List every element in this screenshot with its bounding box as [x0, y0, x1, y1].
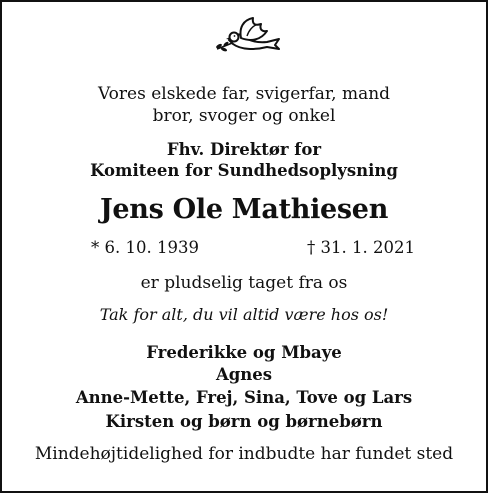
dates-row	[2, 238, 486, 260]
intro-line-1: Vores elskede far, svigerfar, mand	[97, 84, 391, 104]
memorial-note: Mindehøjtidelighed for indbudte har fundet sted	[34, 444, 454, 464]
intro-line-2: bror, svoger og onkel	[152, 106, 336, 126]
death-date: † 31. 1. 2021	[307, 238, 415, 257]
passing-message: er pludselig taget fra os	[140, 273, 348, 293]
birth-date: * 6. 10. 1939	[91, 238, 199, 257]
dove-icon	[209, 16, 281, 60]
title-line-2: Komiteen for Sundhedsoplysning	[90, 161, 398, 180]
family-line-3: Anne-Mette, Frej, Sina, Tove og Lars	[75, 388, 413, 407]
title-line-1: Fhv. Direktør for	[166, 140, 322, 159]
family-line-1: Frederikke og Mbaye	[146, 343, 342, 362]
family-line-4: Kirsten og børn og børnebørn	[105, 412, 383, 431]
deceased-name: Jens Ole Mathiesen	[99, 194, 389, 225]
quote: Tak for alt, du vil altid være hos os!	[99, 305, 389, 324]
family-line-2: Agnes	[215, 365, 273, 384]
